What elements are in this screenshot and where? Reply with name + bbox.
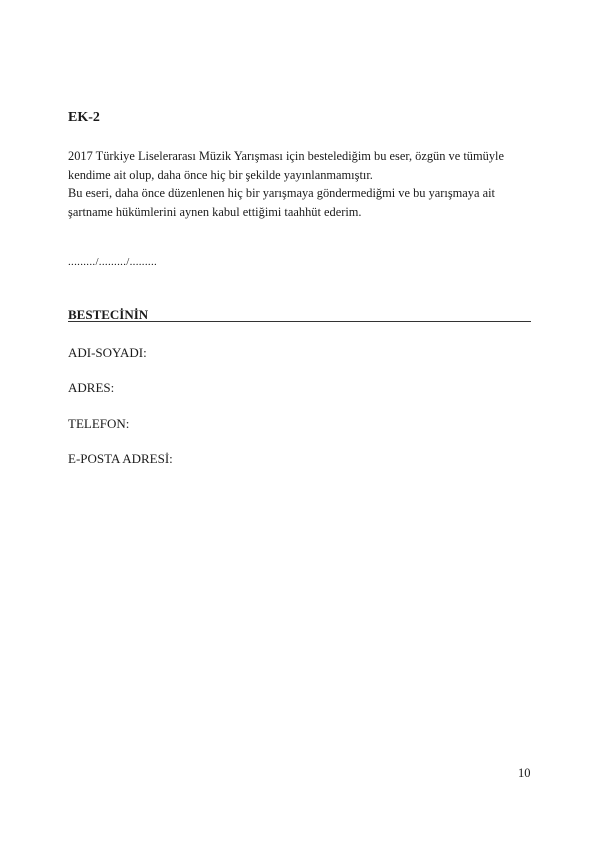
section-divider xyxy=(68,321,531,322)
date-placeholder: ........./........./......... xyxy=(68,256,158,268)
name-field-label: ADI-SOYADI: xyxy=(68,345,147,360)
composer-section-header xyxy=(68,306,531,324)
annex-title: EK-2 xyxy=(68,110,100,125)
phone-field-label: TELEFON: xyxy=(68,416,130,431)
declaration-text xyxy=(68,147,538,221)
email-field-label: E-POSTA ADRESİ: xyxy=(68,451,173,466)
declaration-paragraph-1: 2017 Türkiye Liselerarası Müzik Yarışması için bestelediğim bu eser, özgün ve tümüyle kendime ait olup, daha önce hiç bir şekilde yayınlanmamıştır. xyxy=(68,149,504,182)
declaration-paragraph-2: Bu eseri, daha önce düzenlenen hiç bir yarışmaya göndermediğmi ve bu yarışmaya ait şartname hükümlerini aynen kabul ettiğimi taahhüt ederim. xyxy=(68,186,495,219)
page-number: 10 xyxy=(518,766,531,780)
composer-section-title: BESTECİNİN xyxy=(68,307,149,322)
address-field-label: ADRES: xyxy=(68,380,115,395)
